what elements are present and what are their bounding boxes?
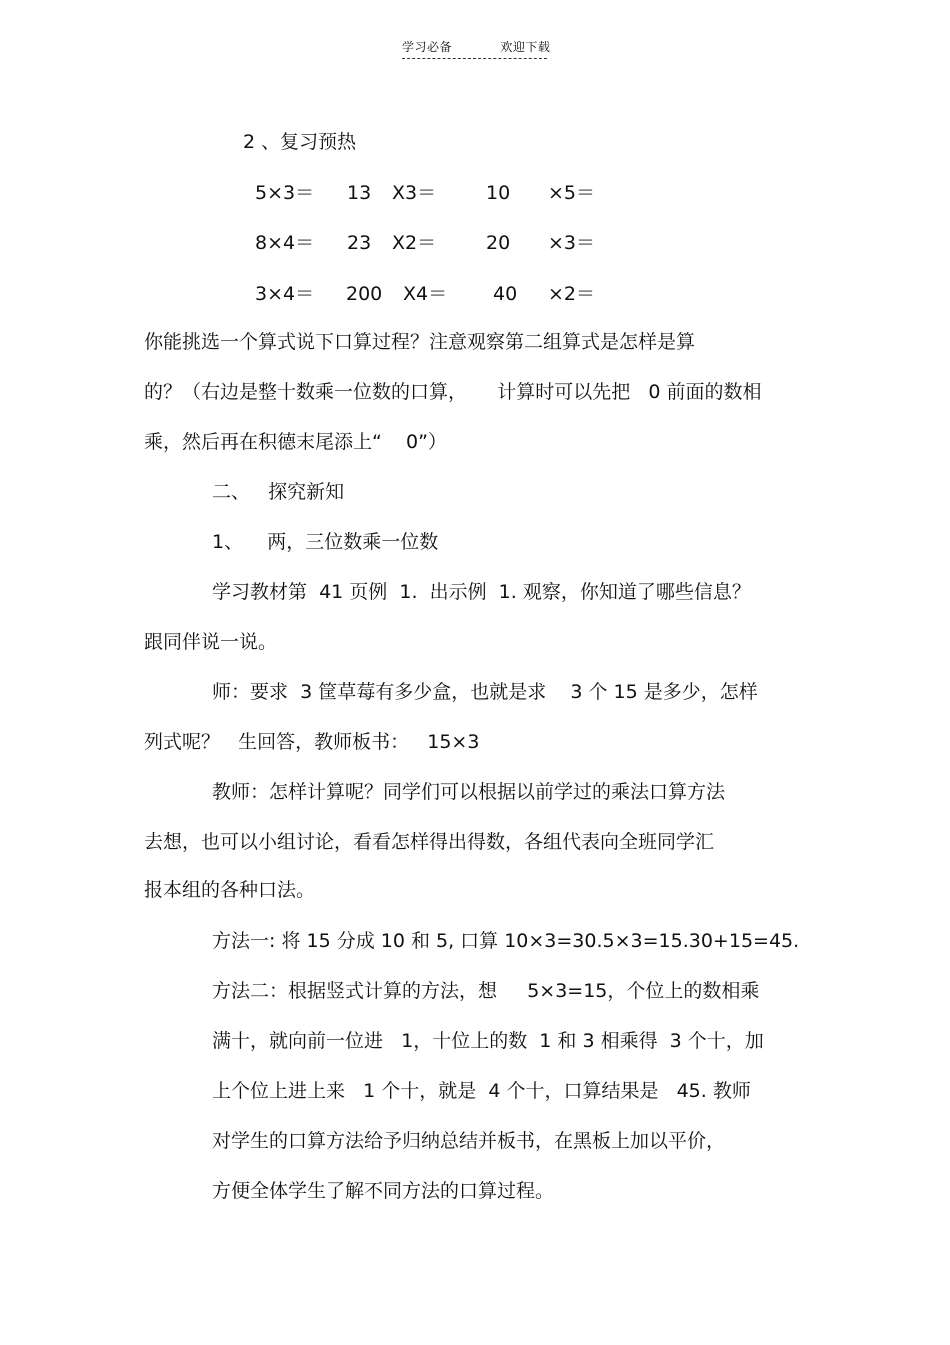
paragraph-line: 师：要求 3 筐草莓有多少盒，也就是求 3 个 15 是多少，怎样 <box>212 681 758 703</box>
paragraph-line: 跟同伴说一说。 <box>144 631 278 653</box>
drill-cell: 10 <box>486 182 511 204</box>
drill-cell: 20 <box>486 232 511 254</box>
drill-cell: ×2＝ <box>548 283 596 305</box>
header-left-text: 学习必备 <box>402 40 453 54</box>
section-heading: 二、 探究新知 <box>212 481 345 503</box>
method-two-line: 满十，就向前一位进 1，十位上的数 1 和 3 相乘得 3 个十，加 <box>212 1030 764 1052</box>
method-one-line: 方法一: 将 15 分成 10 和 5, 口算 10×3=30.5×3=15.30+15=45. <box>212 930 800 952</box>
paragraph-line: 报本组的各种口法。 <box>144 879 316 901</box>
drill-cell: Ⅹ2＝ <box>392 232 437 254</box>
section-review-heading: 2 、复习预热 <box>243 131 357 153</box>
method-two-line: 对学生的口算方法给予归纳总结并板书，在黑板上加以平价， <box>212 1130 726 1152</box>
drill-cell: 23 <box>347 232 372 254</box>
paragraph-line: 学习教材第 41 页例 1. 出示例 1. 观察，你知道了哪些信息？ <box>212 581 751 603</box>
paragraph-line: 你能挑选一个算式说下口算过程？注意观察第二组算式是怎样是算 <box>144 331 696 353</box>
drill-cell: ×3＝ <box>548 232 596 254</box>
drill-cell: 5×3＝ <box>255 182 315 204</box>
method-two-line: 方法二：根据竖式计算的方法，想 5×3=15，个位上的数相乘 <box>212 980 760 1002</box>
drill-cell: ×5＝ <box>548 182 596 204</box>
drill-cell: 8×4＝ <box>255 232 315 254</box>
paragraph-line: 列式呢？ 生回答，教师板书： 15×3 <box>144 731 480 753</box>
method-two-line: 方便全体学生了解不同方法的口算过程。 <box>212 1180 555 1202</box>
drill-cell: 3×4＝ <box>255 283 315 305</box>
drill-cell: 200 <box>346 283 383 305</box>
drill-cell: 40 <box>493 283 518 305</box>
subsection-heading: 1、 两，三位数乘一位数 <box>212 531 439 553</box>
paragraph-line: 教师：怎样计算呢？同学们可以根据以前学过的乘法口算方法 <box>212 781 726 803</box>
drill-cell: 13 <box>347 182 372 204</box>
paragraph-line: 的？（右边是整十数乘一位数的口算， 计算时可以先把 0 前面的数相 <box>144 381 762 403</box>
drill-cell: Ⅹ4＝ <box>403 283 448 305</box>
page-header <box>402 38 551 59</box>
method-two-line: 上个位上进上来 1 个十，就是 4 个十，口算结果是 45. 教师 <box>212 1080 751 1102</box>
drill-cell: Ⅹ3＝ <box>392 182 437 204</box>
paragraph-line: 去想，也可以小组讨论，看看怎样得出得数，各组代表向全班同学汇 <box>144 831 715 853</box>
paragraph-line: 乘，然后再在积德末尾添上“ 0”） <box>144 431 447 453</box>
header-right-text: 欢迎下载 <box>500 40 551 54</box>
